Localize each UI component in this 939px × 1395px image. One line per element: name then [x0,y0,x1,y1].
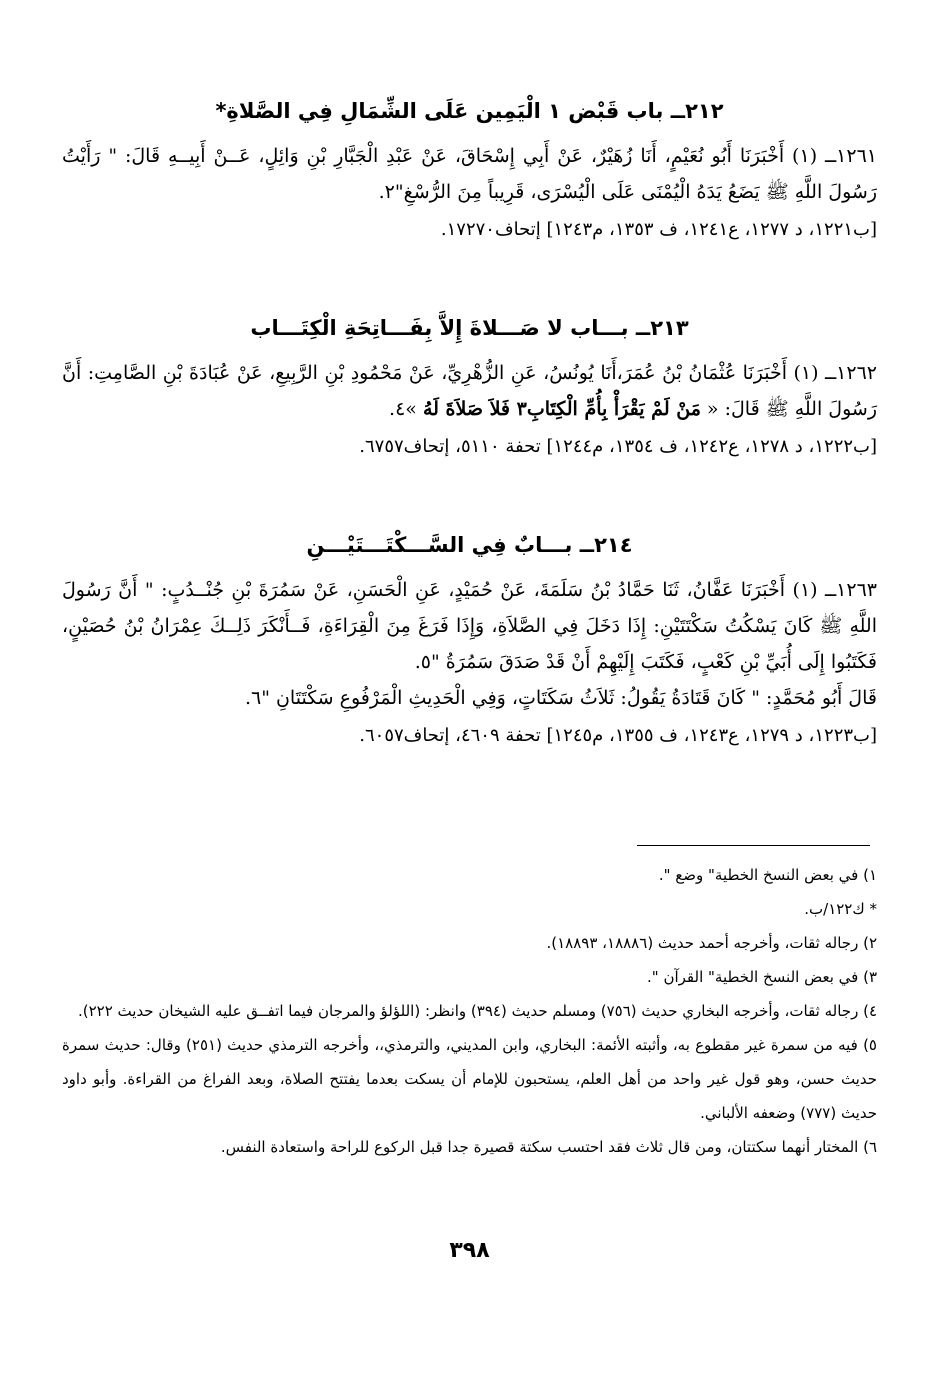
footnotes [62,858,877,1164]
chapter-heading: ٢١٣ــ بـــاب لا صَـــلاةَ إِلاَّ بِفَـــاتِحَةِ الْكِتَـــاب [250,316,689,340]
footnote-divider [637,845,870,846]
hadith-references: [ب١٢٢٣، د ١٢٧٩، ع١٢٤٣، ف ١٣٥٥، م١٢٤٥] تحفة ٤٦٠٩، إتحاف٦٠٥٧. [359,725,877,746]
footnote: ٤) رجاله ثقات، وأخرجه البخاري حديث (٧٥٦) ومسلم حديث (٣٩٤) وانظر: (اللؤلؤ والمرجان فيما اتفــق عليه الشيخان حديث ٢٢٢). [77,1002,877,1020]
chapter-214 [62,530,877,754]
hadith-text-part: ١٢٦٣ــ (١) أَخْبَرَنَا عَفَّانُ، ثَنَا حَمَّادُ بْنُ سَلَمَةَ، عَنْ حُمَيْدٍ، عَنِ الْحَسَنِ، عَنْ سَمُرَةَ بْنِ جُنْــدُبٍ: " أَنَّ رَسُولَ اللَّهِ ﷺ كَانَ يَسْكُتُ سَكْتَتَيْنِ: إِذَا دَخَلَ فِي الصَّلاَةِ، وَإِذَا فَرَغَ مِنَ الْقِرَاءَةِ، فَــأَنْكَرَ ذَلِــكَ عِمْرَانُ بْنُ حُصَيْنٍ، فَكَتَبُوا إِلَى أُبَيِّ بْنِ كَعْبٍ، فَكَتَبَ إِلَيْهِمْ أَنْ قَدْ صَدَقَ سَمُرَةُ "٥. [62,579,877,673]
footnote: ٥) فيه من سمرة غير مقطوع به، وأثبته الأئمة: البخاري، وابن المديني، والترمذي،، وأخرجه الترمذي حديث (٢٥١) وقال: حديث سمرة حديث حسن، وهو قول غير واحد من أهل العلم، يستحبون للإمام أن يسكت بعدما يفتتح الصلاة، وبعد الفراغ من القراءة. وأبو داود حديث (٧٧٧) وضعفه الألباني. [62,1036,877,1122]
footnote: ٣) في بعض النسخ الخطية" القرآن ". [647,968,877,986]
hadith-commentary: قَالَ أَبُو مُحَمَّدٍ: " كَانَ قَتَادَةُ يَقُولُ: ثَلاَثُ سَكَتَاتٍ، وَفِي الْحَدِيثِ الْمَرْفُوعِ سَكْتَتَانِ "٦. [244,687,877,709]
chapter-heading: ٢١٢ــ باب قَبْض ١ الْيَمِين عَلَى الشِّمَالِ فِي الصَّلاةِ* [215,99,724,123]
footnote: ١) في بعض النسخ الخطية" وضع ". [658,866,877,884]
hadith-text [62,138,877,210]
hadith-text-part: ١٢٦٢ــ (١) أَخْبَرَنَا عُثْمَانُ بْنُ عُمَرَ،أَنَا يُونُسُ، عَنِ الزُّهْرِيِّ، عَنْ مَحْمُودِ بْنِ الرَّبِيعِ، عَنْ عُبَادَةَ بْنِ الصَّامِتِ: أَنَّ رَسُولَ اللَّهِ ﷺ قَالَ: « [62,362,877,420]
hadith-text-part: ١٢٦١ــ (١) أَخْبَرَنَا أَبُو نُعَيْمٍ، أَنَا زُهَيْرٌ، عَنْ أَبِي إِسْحَاقَ، عَنْ عَبْدِ الْجَبَّارِ بْنِ وَائِلٍ، عَــنْ أَبِيــهِ قَالَ: " رَأَيْتُ رَسُولَ اللَّهِ ﷺ يَضَعُ يَدَهُ الْيُمْنَى عَلَى الْيُسْرَى، قَرِيباً مِنَ الرُّسْغِ"٢. [62,145,877,203]
hadith-text [62,572,877,680]
footnote: ٢) رجاله ثقات، وأخرجه أحمد حديث (١٨٨٨٦، ١٨٨٩٣). [546,934,877,952]
hadith-references: [ب١٢٢٢، د ١٢٧٨، ع١٢٤٢، ف ١٣٥٤، م١٢٤٤] تحفة ٥١١٠، إتحاف٦٧٥٧. [359,436,877,457]
hadith-text [62,355,877,427]
footnote: * ك١٢٢/ب. [804,900,877,918]
hadith-references: [ب١٢٢١، د ١٢٧٧، ع١٢٤١، ف ١٣٥٣، م١٢٤٣] إتحاف١٧٢٧٠. [440,219,877,240]
footnote: ٦) المختار أنهما سكتتان، ومن قال ثلاث فقد احتسب سكتة قصيرة جدا قبل الركوع للراحة واستعادة النفس. [220,1138,877,1156]
hadith-text-part: »٤. [389,398,417,420]
chapter-213 [62,313,877,465]
chapter-212 [62,96,877,248]
hadith-quote-bold: مَنْ لَمْ يَقْرَأْ بِأُمِّ الْكِتَابِ٣ فَلاَ صَلاَةَ لَهُ [422,398,701,420]
chapter-heading: ٢١٤ــ بـــابٌ فِي السَّـــكْتَـــتَيْـــنِ [306,533,633,557]
page-number: ٣٩٨ [449,1238,490,1263]
